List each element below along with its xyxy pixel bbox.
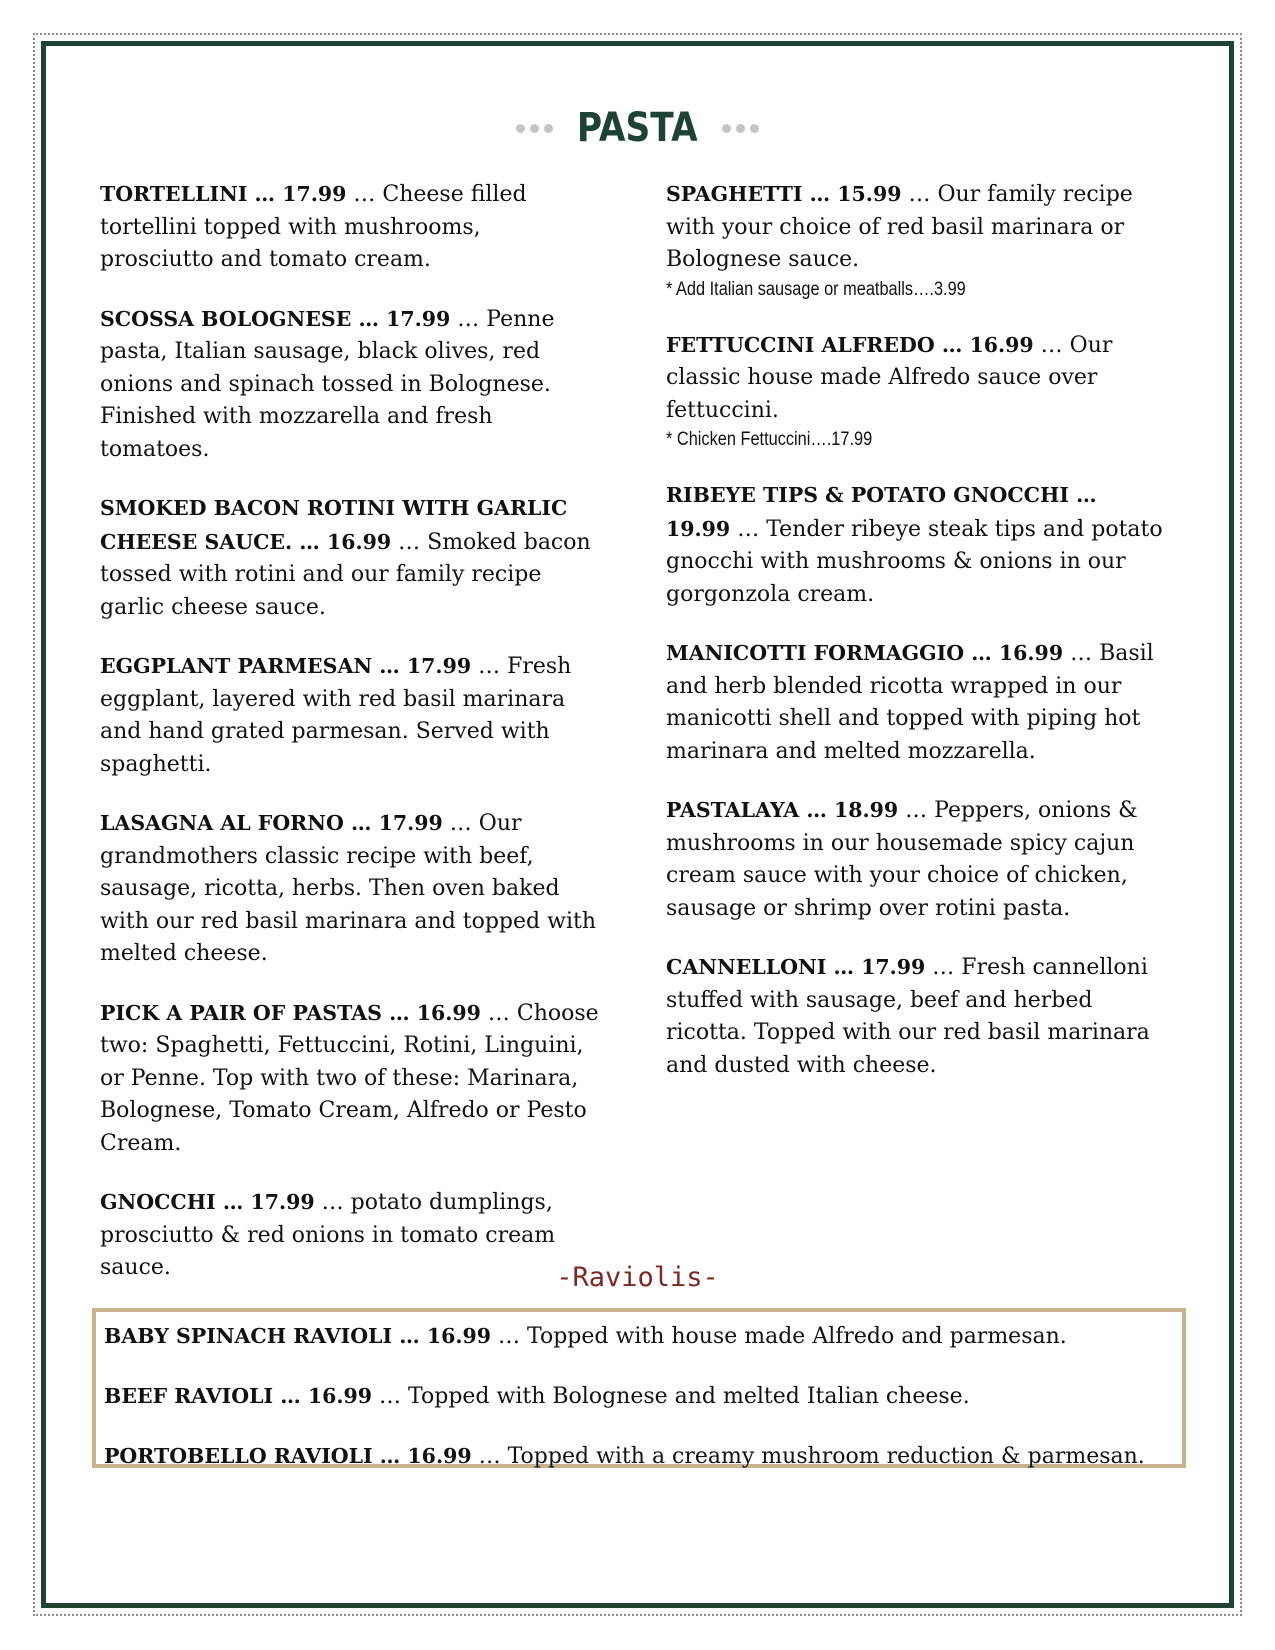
- item-add-on-note: * Chicken Fettuccini….17.99: [666, 429, 873, 450]
- menu-item-eggplant-parmesan: [100, 650, 600, 781]
- page-title: PASTA: [577, 105, 698, 151]
- item-description: … Topped with a creamy mushroom reduction & parmesan.: [471, 1444, 1145, 1469]
- title-row: [0, 98, 1275, 158]
- item-name: TORTELLINI … 17.99: [100, 182, 347, 206]
- item-name: SCOSSA BOLOGNESE … 17.99: [100, 306, 451, 331]
- item-name: BABY SPINACH RAVIOLI … 16.99: [104, 1324, 492, 1348]
- menu-item-lasagna-al-forno: [100, 807, 600, 971]
- item-description: … Peppers, onions & mushrooms in our housemade spicy cajun cream sauce with your choice of chicken, sausage or shrimp over rotini pasta.: [666, 798, 1138, 921]
- left-ornament-dots: [516, 124, 553, 133]
- item-name: PASTALAYA … 18.99: [666, 798, 899, 822]
- menu-item-portobello-ravioli: [104, 1440, 1182, 1473]
- item-description: … Topped with Bolognese and melted Italian cheese.: [372, 1384, 970, 1409]
- item-add-on-note: * Add Italian sausage or meatballs….3.99: [666, 278, 966, 300]
- item-description: … Penne pasta, Italian sausage, black olives, red onions and spinach tossed in Bolognese. Finished with mozzarella and fresh tomatoes.: [100, 306, 555, 462]
- item-description: … Tender ribeye steak tips and potato gnocchi with mushrooms & onions in our gorgonzola cream.: [666, 516, 1163, 607]
- item-name: FETTUCCINI ALFREDO … 16.99: [666, 332, 1034, 357]
- item-name: LASAGNA AL FORNO … 17.99: [100, 811, 443, 835]
- menu-item-spaghetti: [666, 178, 1166, 303]
- item-description: … Cheese filled tortellini topped with mushrooms, prosciutto and tomato cream.: [100, 182, 527, 272]
- item-description: … Our family recipe with your choice of red basil marinara or Bolognese sauce.: [666, 182, 1133, 272]
- menu-item-pastalaya: [666, 794, 1166, 925]
- item-name: PICK A PAIR OF PASTAS … 16.99: [100, 1000, 481, 1025]
- menu-item-scossa-bolognese: [100, 303, 600, 467]
- item-description: … potato dumplings, prosciutto & red onions in tomato cream sauce.: [100, 1190, 556, 1280]
- menu-item-manicotti-formaggio: [666, 637, 1166, 768]
- item-description: … Our classic house made Alfredo sauce over fettuccini.: [666, 332, 1113, 423]
- menu-item-fettuccini-alfredo: [666, 329, 1166, 454]
- raviolis-box: [92, 1308, 1186, 1468]
- item-name: RIBEYE TIPS & POTATO GNOCCHI … 19.99: [666, 483, 1097, 541]
- menu-item-smoked-bacon-rotini: [100, 492, 600, 624]
- left-menu-column: [100, 178, 600, 1311]
- item-description: … Choose two: Spaghetti, Fettuccini, Rotini, Linguini, or Penne. Top with two of these: Marinara, Bolognese, Tomato Cream, Alfredo or Pesto Cream.: [100, 1000, 599, 1156]
- menu-item-beef-ravioli: [104, 1380, 1182, 1413]
- item-name: PORTOBELLO RAVIOLI … 16.99: [104, 1444, 472, 1468]
- right-ornament-dots: [722, 124, 759, 133]
- menu-item-tortellini: [100, 178, 600, 277]
- item-description: … Fresh cannelloni stuffed with sausage, beef and herbed ricotta. Topped with our red basil marinara and dusted with cheese.: [666, 955, 1150, 1078]
- raviolis-heading: -Raviolis-: [556, 1262, 719, 1293]
- item-description: … Smoked bacon tossed with rotini and our family recipe garlic cheese sauce.: [100, 529, 591, 620]
- right-menu-column: [666, 178, 1166, 1108]
- item-description: … Topped with house made Alfredo and parmesan.: [491, 1324, 1067, 1349]
- item-description: … Basil and herb blended ricotta wrapped in our manicotti shell and topped with piping hot marinara and melted mozzarella.: [666, 641, 1154, 764]
- menu-item-cannelloni: [666, 951, 1166, 1082]
- item-name: EGGPLANT PARMESAN … 17.99: [100, 654, 472, 678]
- item-description: … Fresh eggplant, layered with red basil marinara and hand grated parmesan. Served with spaghetti.: [100, 654, 572, 777]
- menu-item-ribeye-tips-gnocchi: [666, 479, 1166, 611]
- item-description: … Our grandmothers classic recipe with beef, sausage, ricotta, herbs. Then oven baked with our red basil marinara and topped with melted cheese.: [100, 811, 596, 966]
- item-name: SMOKED BACON ROTINI WITH GARLIC CHEESE SAUCE. … 16.99: [100, 496, 568, 554]
- menu-item-baby-spinach-ravioli: [104, 1320, 1182, 1353]
- item-name: GNOCCHI … 17.99: [100, 1190, 315, 1214]
- item-name: MANICOTTI FORMAGGIO … 16.99: [666, 641, 1064, 665]
- item-name: CANNELLONI … 17.99: [666, 955, 926, 979]
- item-name: BEEF RAVIOLI … 16.99: [104, 1384, 373, 1408]
- item-name: SPAGHETTI … 15.99: [666, 182, 902, 206]
- menu-item-pick-a-pair: [100, 997, 600, 1161]
